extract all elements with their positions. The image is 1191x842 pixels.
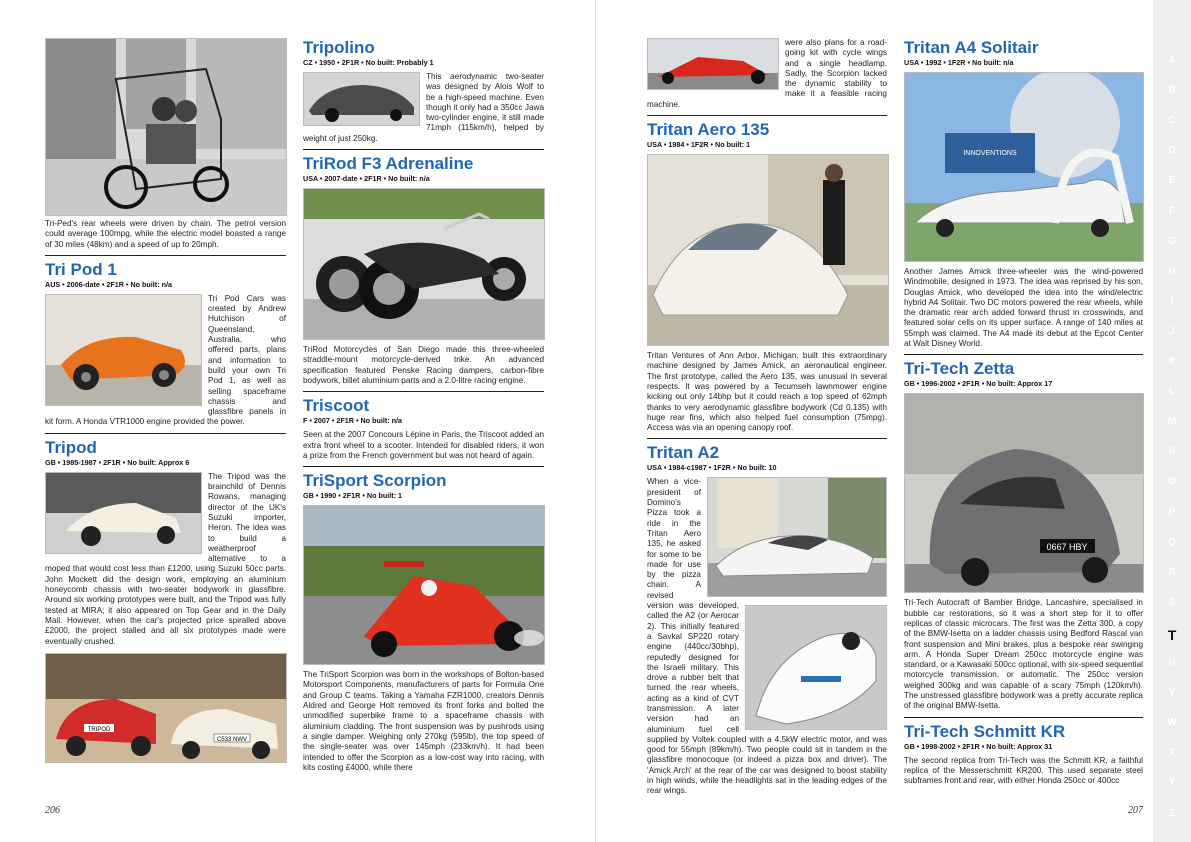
thumb-letter-v: V [1168, 687, 1176, 699]
thumb-letter-w: W [1167, 717, 1177, 729]
tripolino-body: This aerodynamic two-seater was designed by Alois Wolf to be a high-speed machine. Even though it only had a 350cc Jawa two-cylinder engine, it still made 71mph (115km/h), helped by weight of just 250kg. [303, 72, 544, 143]
thumb-letter-r: R [1168, 566, 1176, 578]
thumb-letter-e: E [1168, 175, 1176, 187]
tritan-a2-photo-2 [745, 605, 887, 730]
tritan-a2-photo [707, 477, 887, 597]
page-spine [595, 0, 596, 842]
tritan-a2-title: Tritan A2 [647, 443, 720, 463]
tritech-schmitt-meta: GB • 1998-2002 • 2F1R • No built: Approx 31 [904, 741, 1053, 751]
trisport-title: TriSport Scorpion [303, 471, 447, 491]
section-divider [904, 354, 1143, 355]
thumb-letter-a: A [1168, 55, 1176, 66]
thumb-letter-f: F [1168, 205, 1176, 217]
thumb-letter-z: Z [1168, 807, 1176, 819]
thumb-letter-u: U [1168, 657, 1176, 668]
tritech-schmitt-title: Tri-Tech Schmitt KR [904, 721, 1066, 741]
scorpion-road-photo [647, 38, 779, 90]
innoventions-sign: INNOVENTIONS [963, 150, 1017, 157]
tripod-plate-red: TRIPOD [87, 726, 111, 733]
tripolino-title: Tripolino [303, 38, 375, 57]
tritech-zetta-title: Tri-Tech Zetta [904, 359, 1015, 379]
thumb-letter-d: D [1168, 145, 1176, 157]
thumb-letter-o: O [1168, 476, 1176, 488]
tritan-aero-meta: USA • 1984 • 1F2R • No built: 1 [647, 140, 751, 150]
tripod-photo-white [45, 472, 202, 554]
tripod-body: The Tripod was the brainchild of Dennis Rowans, managing director of the UK's Suzuki importer, Heron. The idea was to build a weatherproof alternative to a moped that would cost less than £1200, using Suzuki 50cc parts. John Mockett did the design work, employing an aluminium honeycomb chassis with two-seater bodywork in glassfibre. Around six working prototypes were built, and the Tripod was fully tested at MIRA; it also appeared on Top Gear and in the Daily Mail. However, when the car's projected price spiralled above £2000, the project stalled and all six prototypes made were eventually crushed. [45, 471, 286, 646]
thumb-letter-q: Q [1168, 536, 1176, 548]
trirod-title: TriRod F3 Adrenaline [303, 154, 474, 174]
tri-pod-photo [45, 294, 202, 406]
tritan-a2-body-b: version was developed, called the A2 (or Aerocar 2). This initially featured a Savkal SP220 rotary engine (440cc/30bhp), reputedly designed for the Israeli military. This drove a rubber belt that turned the rear wheels, acting as a kind of CVT transmission. A later version had an aluminium fuel cell supplied by Voltek coupled with a 4.5kW electric motor, and was good for 55mph (89km/h). Two people could sit in tandem in the glassfibre monocoque (or indeed a pizza box and driver). The 'Amick Arch' at the rear of the car was designed to boost stability in high winds, while the headlights sat in the leading edges of the rear wings. [647, 601, 887, 796]
section-divider [647, 438, 887, 439]
section-divider [45, 255, 286, 256]
right-page-column-1 [647, 38, 887, 797]
thumb-letter-l: L [1168, 386, 1176, 398]
tripolino-meta: CZ • 1950 • 2F1R • No built: Probably 1 [303, 58, 434, 67]
tritan-a4-meta: USA • 1992 • 1F2R • No built: n/a [904, 58, 1014, 67]
section-divider [45, 433, 286, 434]
tritan-a2-body-a: When a vice-president of Domino's Pizza took a ride in the Tritan Aero 135, he asked for some to be made for use by the pizza chain. A revised [647, 477, 701, 600]
thumb-letter-h: H [1168, 265, 1176, 277]
thumb-letter-k: K [1168, 356, 1176, 367]
zetta-plate: 0667 HBY [1046, 542, 1088, 553]
thumb-letter-c: C [1168, 115, 1176, 127]
tritan-aero-photo [647, 154, 889, 346]
tripolino-photo [303, 72, 420, 126]
thumb-letter-m: M [1167, 416, 1177, 428]
tritech-zetta-photo [904, 393, 1144, 593]
right-page-column-2 [904, 38, 1143, 787]
scorpion-continued: were also plans for a road-going kit with cycle wings and a single headlamp. Sadly, the Scorpion lacked the dynamic stability to make it a feasible racing machine. [647, 38, 887, 109]
tripod-meta: GB • 1985-1987 • 2F1R • No built: Approx 6 [45, 457, 190, 467]
tritan-a4-photo [904, 72, 1144, 262]
thumb-letter-p: P [1168, 506, 1176, 518]
thumb-letter-j: J [1169, 325, 1175, 337]
section-divider [904, 717, 1143, 718]
alphabet-thumb-index [1153, 0, 1191, 842]
thumb-letter-y: Y [1168, 777, 1176, 789]
trisport-body: The TriSport Scorpion was born in the workshops of Bolton-based Motorsport Components, manufacturers of parts for Formula One and Group C teams. Taking a Yamaha FZR1000, creators Dennis Aldred and George Holt removed its front forks and bolted the unmodified superbike frame to a spaceframe chassis with aluminium cladding. The front suspension was by pushrods using a single damper. Weighing only 270kg (595lb), the top speed of the single-seater was over 145mph (233km/h). It had been intended to offer the Scorpion as a low-cost way into racing, with kits costing £4000, while there [303, 670, 544, 772]
tritan-a4-body: Another James Amick three-wheeler was the wind-powered Windmobile, designed in 1973. The idea was reprised by his son, Douglas Amick, who developed the idea into the wind/electric hybrid A4 Solitair. Two DC motors powered the rear wheels, while the dramatic rear arch added forward thrust in crosswinds, and featured solar cells on its upper surface. A range of 140 miles at 55mph was claimed. The A4 made its debut at the Epcot Center at Walt Disney World. [904, 267, 1143, 349]
triscoot-title: Triscoot [303, 396, 370, 416]
tri-ped-photo [45, 38, 287, 216]
thumb-letter-g: G [1168, 235, 1176, 247]
trisport-photo [303, 505, 545, 665]
left-page-column-1 [45, 38, 286, 763]
tri-pod-title: Tri Pod 1 [45, 259, 117, 279]
tritan-a2-meta: USA • 1984-c1987 • 1F2R • No built: 10 [647, 463, 777, 473]
tritech-zetta-meta: GB • 1996-2002 • 2F1R • No built: Approx 17 [904, 379, 1053, 389]
page-number-left: 206 [45, 805, 60, 816]
left-page-column-2 [303, 38, 544, 773]
thumb-letter-x: X [1168, 747, 1176, 759]
triscoot-body: Seen at the 2007 Concours Lépine in Paris, the Triscoot added an extra front wheel to a scooter. Intended for disabled riders, it won a prize from the French government but was not heard of again. [303, 430, 544, 460]
thumb-letter-s: S [1168, 596, 1176, 608]
trisport-meta: GB • 1990 • 2F1R • No built: 1 [303, 491, 403, 501]
tritan-a4-title: Tritan A4 Solitair [904, 38, 1039, 57]
tritan-aero-body: Tritan Ventures of Ann Arbor, Michigan, built this extraordinary machine designed by James Amick, an aeronautical engineer. The first prototype, called the Aero 135, was unusual in several respects. It was powered by a Tecumseh lawnmower engine kicking out only 14bhp but it could reach a top speed of 62mph thanks to very aerodynamic glassfibre bodywork (Cd 0.135) with huge rear fins, which also helped fuel consumption (75mpg). Access was via an opening canopy roof. [647, 351, 887, 433]
tripod-title: Tripod [45, 437, 97, 457]
section-divider [303, 391, 544, 392]
page-number-right: 207 [1128, 805, 1143, 816]
tri-ped-caption: Tri-Ped's rear wheels were driven by chain. The petrol version could average 100mpg, while the electric model boasted a range of 30 miles (48km) and a speed of up to 20mph. [45, 219, 286, 249]
trirod-meta: USA • 2007-date • 2F1R • No built: n/a [303, 174, 430, 184]
thumb-letter-b: B [1168, 85, 1176, 97]
tripod-plate-white: C533 NWV [216, 736, 248, 743]
triscoot-meta: F • 2007 • 2F1R • No built: n/a [303, 416, 403, 426]
section-divider [303, 149, 544, 150]
tritan-aero-title: Tritan Aero 135 [647, 120, 770, 140]
tri-pod-meta: AUS • 2006-date • 2F1R • No built: n/a [45, 279, 172, 289]
thumb-letter-n: N [1168, 446, 1176, 458]
section-divider [303, 466, 544, 467]
tritech-schmitt-body: The second replica from Tri-Tech was the Schmitt KR, a faithful replica of the Messerschmitt KR200. This used separate steel subframes front and rear, with either Honda 250cc or 400cc [904, 755, 1143, 786]
trirod-photo [303, 188, 545, 340]
tri-pod-body: Tri Pod Cars was created by Andrew Hutchison of Queensland, Australia, who offered parts, plans and information to build your own Tri Pod 1, as well as selling spaceframe chassis and glassfibre panels in kit form. A Honda VTR1000 engine provided the power. [45, 293, 286, 427]
tritech-zetta-body: Tri-Tech Autocraft of Bamber Bridge, Lancashire, specialised in bubble car restorations, so it was a short step for it to offer replicas of classic microcars. The first was the Zetta 300, a copy of the BMW-Isetta on a ladder chassis using Bedford Rascal van front suspension and Mini brakes, plus a bespoke rear swinging arm. A Honda Super Dream 250cc motorcycle engine was standard, or a Kawasaki 500cc optional, with six-speed sequential motorcycle transmission, or automatic. The 250cc version weighed 300kg and was capable of a scary 75mph (120km/h). The unstressed glassfibre bodywork was a pretty accurate replica of the original BMW-Isetta. [904, 598, 1143, 711]
thumb-letter-t: T [1167, 626, 1177, 643]
trirod-body: TriRod Motorcycles of San Diego made this three-wheeled straddle-mount motorcycle-derived trike. An advanced specification featured Penske Racing dampers, carbon-fibre bodywork, billet aluminium parts and a 2.0-litre racing engine. [303, 345, 544, 385]
section-divider [647, 115, 887, 116]
tripod-photo-pair [45, 653, 287, 763]
thumb-letter-i: I [1170, 295, 1174, 307]
